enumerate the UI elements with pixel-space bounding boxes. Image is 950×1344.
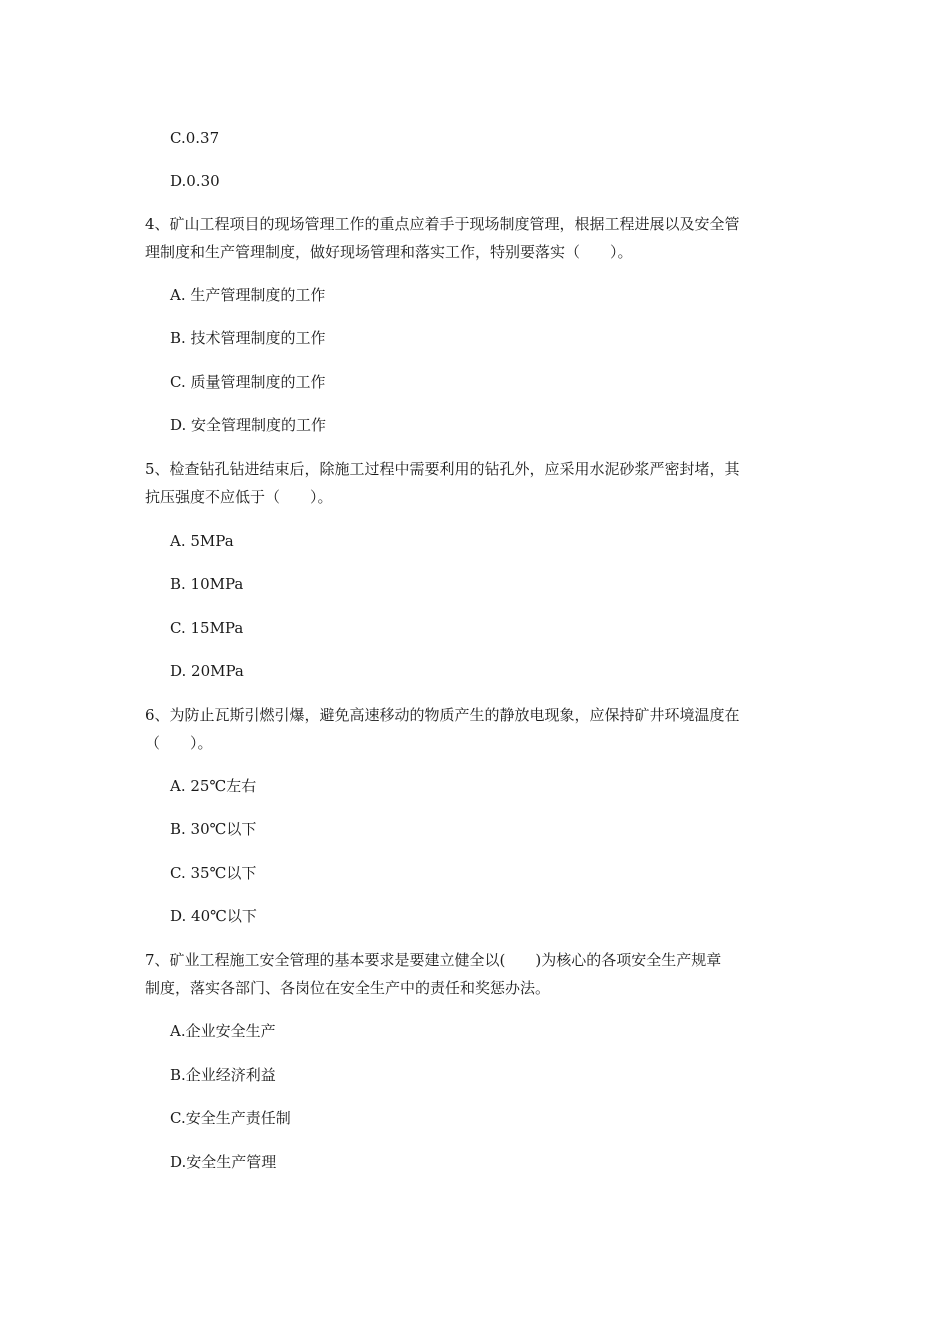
option-q6-d: D. 40℃以下 [170, 907, 257, 925]
question-7-stem-line-1: 7、矿业工程施工安全管理的基本要求是要建立健全以( )为核心的各项安全生产规章 [145, 951, 722, 969]
option-q4-a: A. 生产管理制度的工作 [170, 286, 326, 304]
option-q6-b: B. 30℃以下 [170, 820, 257, 838]
option-q6-a: A. 25℃左右 [170, 777, 257, 795]
question-4-stem-line-2: 理制度和生产管理制度，做好现场管理和落实工作，特别要落实（ ）。 [145, 243, 633, 261]
option-q4-b: B. 技术管理制度的工作 [170, 329, 326, 347]
option-q7-d: D.安全生产管理 [170, 1153, 277, 1171]
option-q3-c: C.0.37 [170, 129, 220, 147]
question-5-stem-line-2: 抗压强度不应低于（ ）。 [145, 488, 333, 506]
option-q3-d: D.0.30 [170, 172, 220, 190]
option-q7-c: C.安全生产责任制 [170, 1109, 291, 1127]
question-6-stem-line-1: 6、为防止瓦斯引燃引爆，避免高速移动的物质产生的静放电现象，应保持矿井环境温度在 [145, 706, 740, 724]
option-q5-a: A. 5MPa [170, 532, 234, 550]
option-q7-b: B.企业经济利益 [170, 1066, 276, 1084]
question-7-stem-line-2: 制度，落实各部门、各岗位在安全生产中的责任和奖惩办法。 [145, 979, 551, 997]
option-q5-b: B. 10MPa [170, 575, 244, 593]
option-q4-d: D. 安全管理制度的工作 [170, 416, 327, 434]
question-6-stem-line-2: （ ）。 [145, 734, 213, 752]
option-q5-c: C. 15MPa [170, 619, 244, 637]
option-q4-c: C. 质量管理制度的工作 [170, 373, 326, 391]
option-q5-d: D. 20MPa [170, 662, 244, 680]
option-q7-a: A.企业安全生产 [170, 1022, 276, 1040]
option-q6-c: C. 35℃以下 [170, 864, 257, 882]
question-5-stem-line-1: 5、检查钻孔钻进结束后，除施工过程中需要利用的钻孔外，应采用水泥砂浆严密封堵，其 [145, 460, 740, 478]
question-4-stem-line-1: 4、矿山工程项目的现场管理工作的重点应着手于现场制度管理，根据工程进展以及安全管 [145, 215, 740, 233]
